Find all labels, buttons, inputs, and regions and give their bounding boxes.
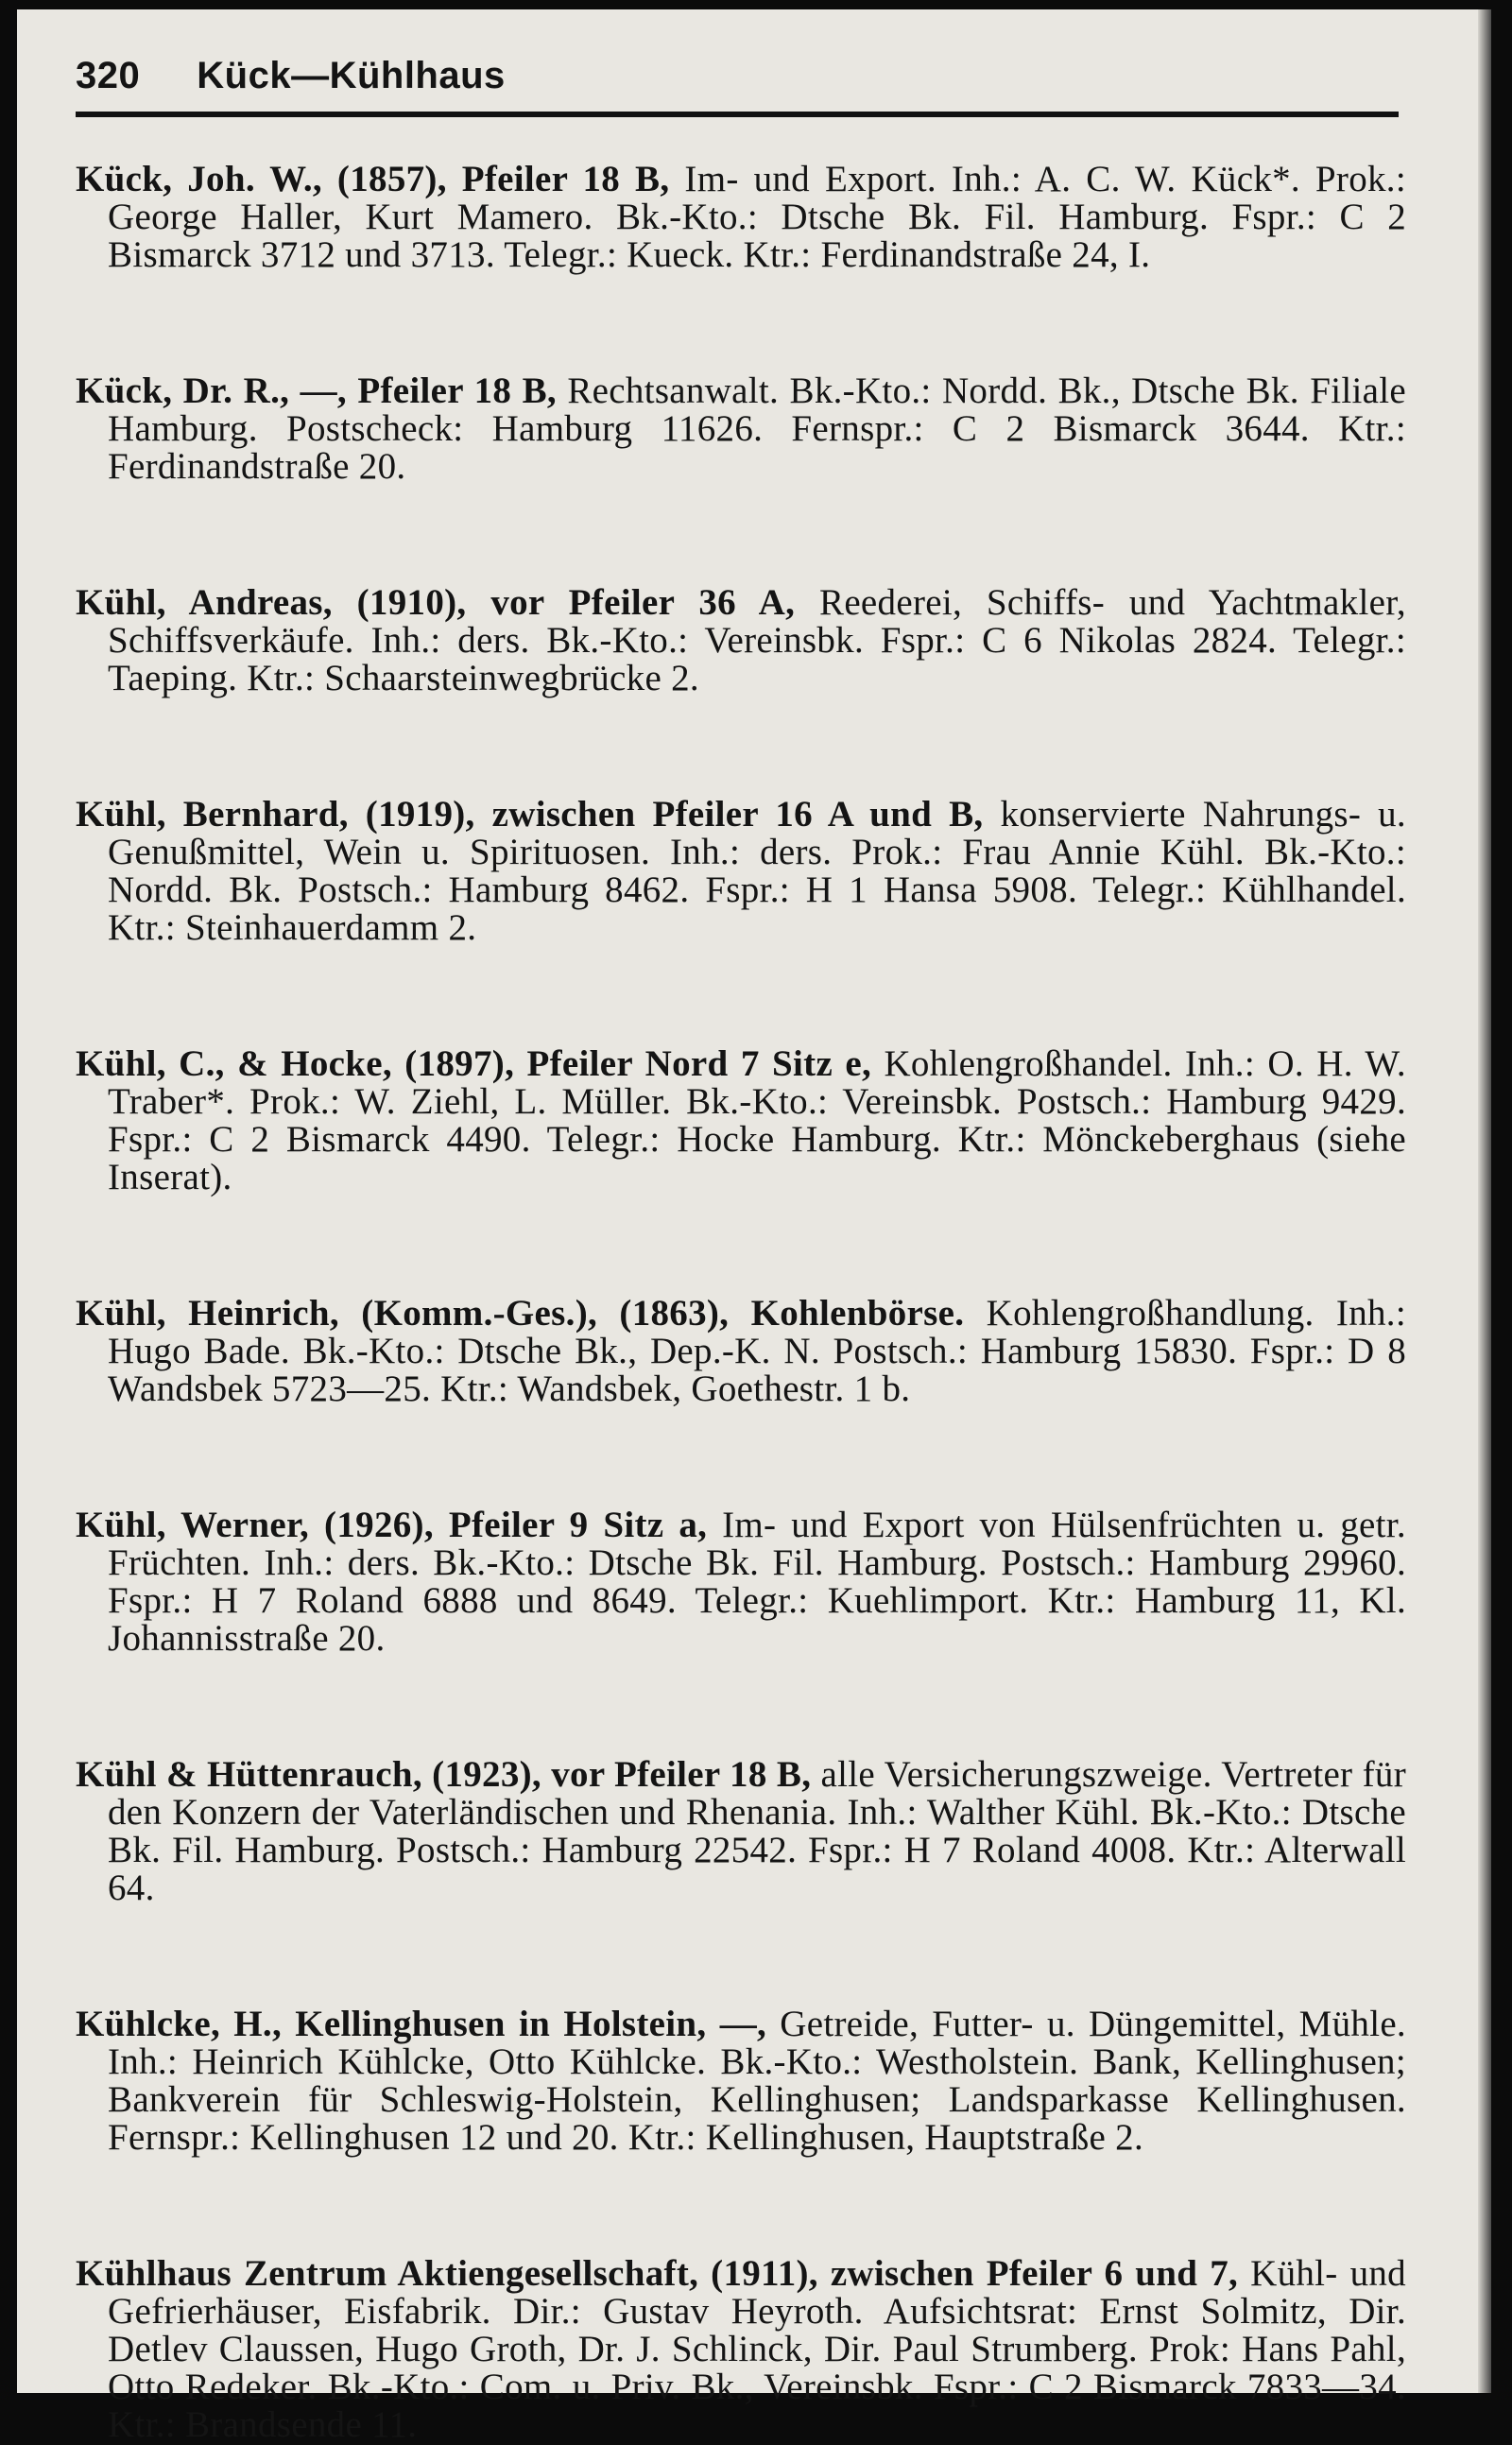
entry-lead: —, (706, 2004, 767, 2044)
directory-entry (76, 1756, 1406, 1907)
entry-lead: —, Pfeiler 18 B, (289, 370, 557, 411)
entry-name: Kühl, Heinrich, (Komm.-Ges.), (76, 1293, 598, 1334)
entry-lead: (1911), zwischen Pfeiler 6 und 7, (698, 2253, 1239, 2294)
entry-lead: (1863), Kohlenbörse. (597, 1293, 965, 1334)
page-number: 320 (76, 55, 141, 96)
entry-text: Im- und Export. Inh.: A. C. W. Kück*. Prok.: George Haller, Kurt Mamero. Bk.-Kto.: Dtsche Bk. Fil. Hamburg. Fspr.: C 2 Bismarck 3712 und 3713. Telegr.: Kueck. Ktr.: Ferdinandstraße 24, I. (108, 159, 1406, 275)
entry-text: Kohlengroßhandel. Inh.: O. H. W. Traber*. Prok.: W. Ziehl, L. Müller. Bk.-Kto.: Vereinsbk. Postsch.: Hamburg 9429. Fspr.: C 2 Bismarck 4490. Telegr.: Hocke Hamburg. Ktr.: Mönckeberghaus (siehe Inserat). (108, 1043, 1406, 1197)
entry-name: Kühl, Werner, (76, 1505, 310, 1545)
running-head: Kück—Kühlhaus (197, 55, 506, 96)
page-edge-shadow (1478, 9, 1491, 2393)
entry-text: konservierte Nahrungs- u. Genußmittel, Wein u. Spirituosen. Inh.: ders. Prok.: Frau Annie Kühl. Bk.-Kto.: Nordd. Bk. Postsch.: Hamburg 8462. Fspr.: H 1 Hansa 5908. Telegr.: Kühlhandel. Ktr.: Steinhauerdamm 2. (108, 794, 1406, 948)
entry-lead: (1857), Pfeiler 18 B, (321, 159, 670, 199)
directory-entry (76, 161, 1406, 274)
entry-lead: (1926), Pfeiler 9 Sitz a, (309, 1505, 708, 1545)
entry-name: Kühlcke, H., Kellinghusen in Holstein, (76, 2004, 707, 2044)
entry-lead: (1910), vor Pfeiler 36 A, (332, 582, 796, 623)
directory-entry (76, 584, 1406, 697)
entry-text: Getreide, Futter- u. Düngemittel, Mühle. Inh.: Heinrich Kühlcke, Otto Kühlcke. Bk.-Kto.: Westholstein. Bank, Kellinghusen; Bankverein für Schleswig-Holstein, Kellinghusen; Landsparkasse Kellinghusen. Fernspr.: Kellinghusen 12 und 20. Ktr.: Kellinghusen, Hauptstraße 2. (108, 2004, 1406, 2158)
entry-lead: (1923), vor Pfeiler 18 B, (421, 1754, 812, 1795)
header-rule (76, 112, 1399, 117)
directory-entry (76, 1045, 1406, 1197)
page-header (76, 55, 1406, 102)
directory-page (17, 9, 1491, 2445)
entry-name: Kühl, Andreas, (76, 582, 333, 623)
entry-text: Reederei, Schiffs- und Yachtmakler, Schiffsverkäufe. Inh.: ders. Bk.-Kto.: Vereinsbk. Fspr.: C 6 Nikolas 2824. Telegr.: Taeping. Ktr.: Schaarsteinwegbrücke 2. (108, 582, 1406, 698)
directory-entry (76, 2255, 1406, 2444)
entry-name: Kühl, Bernhard, (76, 794, 349, 835)
directory-entry (76, 1295, 1406, 1408)
entry-text: Kühl- und Gefrierhäuser, Eisfabrik. Dir.: Gustav Heyroth. Aufsichtsrat: Ernst Solmitz, Dir. Detlev Claussen, Hugo Groth, Dr. J. Schlinck, Dir. Paul Strumberg. Prok: Hans Pahl, Otto Redeker. Bk.-Kto.: Com. u. Priv. Bk., Vereinsbk. Fspr.: C 2 Bismarck 7833—34. Ktr.: Brandsende 11. (108, 2253, 1406, 2445)
entry-text: Kohlengroßhandlung. Inh.: Hugo Bade. Bk.-Kto.: Dtsche Bk., Dep.-K. N. Postsch.: Hamburg 15830. Fspr.: D 8 Wandsbek 5723—25. Ktr.: Wandsbek, Goethestr. 1 b. (108, 1293, 1406, 1409)
directory-entry (76, 2006, 1406, 2157)
entry-text: Rechtsanwalt. Bk.-Kto.: Nordd. Bk., Dtsche Bk. Filiale Hamburg. Postscheck: Hamburg 11626. Fernspr.: C 2 Bismarck 3644. Ktr.: Ferdinandstraße 20. (108, 370, 1407, 487)
entry-name: Kück, Joh. W., (76, 159, 322, 199)
directory-entry (76, 796, 1406, 947)
entry-text: alle Versicherungszweige. Vertreter für den Konzern der Vaterländischen und Rhenania. Inh.: Walther Kühl. Bk.-Kto.: Dtsche Bk. Fil. Hamburg. Postsch.: Hamburg 22542. Fspr.: H 7 Roland 4008. Ktr.: Alterwall 64. (108, 1754, 1406, 1908)
entry-lead: (1897), Pfeiler Nord 7 Sitz e, (391, 1043, 872, 1084)
directory-entry (76, 372, 1406, 486)
directory-entry (76, 1507, 1406, 1658)
entry-name: Kühl, C., & Hocke, (76, 1043, 392, 1084)
entry-text: Im- und Export von Hülsenfrüchten u. getr. Früchten. Inh.: ders. Bk.-Kto.: Dtsche Bk. Fil. Hamburg. Postsch.: Hamburg 29960. Fspr.: H 7 Roland 6888 und 8649. Telegr.: Kuehlimport. Ktr.: Hamburg 11, Kl. Johannisstraße 20. (108, 1505, 1406, 1659)
entries-list (76, 161, 1406, 2444)
entry-lead: (1919), zwischen Pfeiler 16 A und B, (348, 794, 984, 835)
entry-name: Kühlhaus Zentrum Aktiengesellschaft, (76, 2253, 699, 2294)
entry-name: Kück, Dr. R., (76, 370, 290, 411)
entry-name: Kühl & Hüttenrauch, (76, 1754, 422, 1795)
